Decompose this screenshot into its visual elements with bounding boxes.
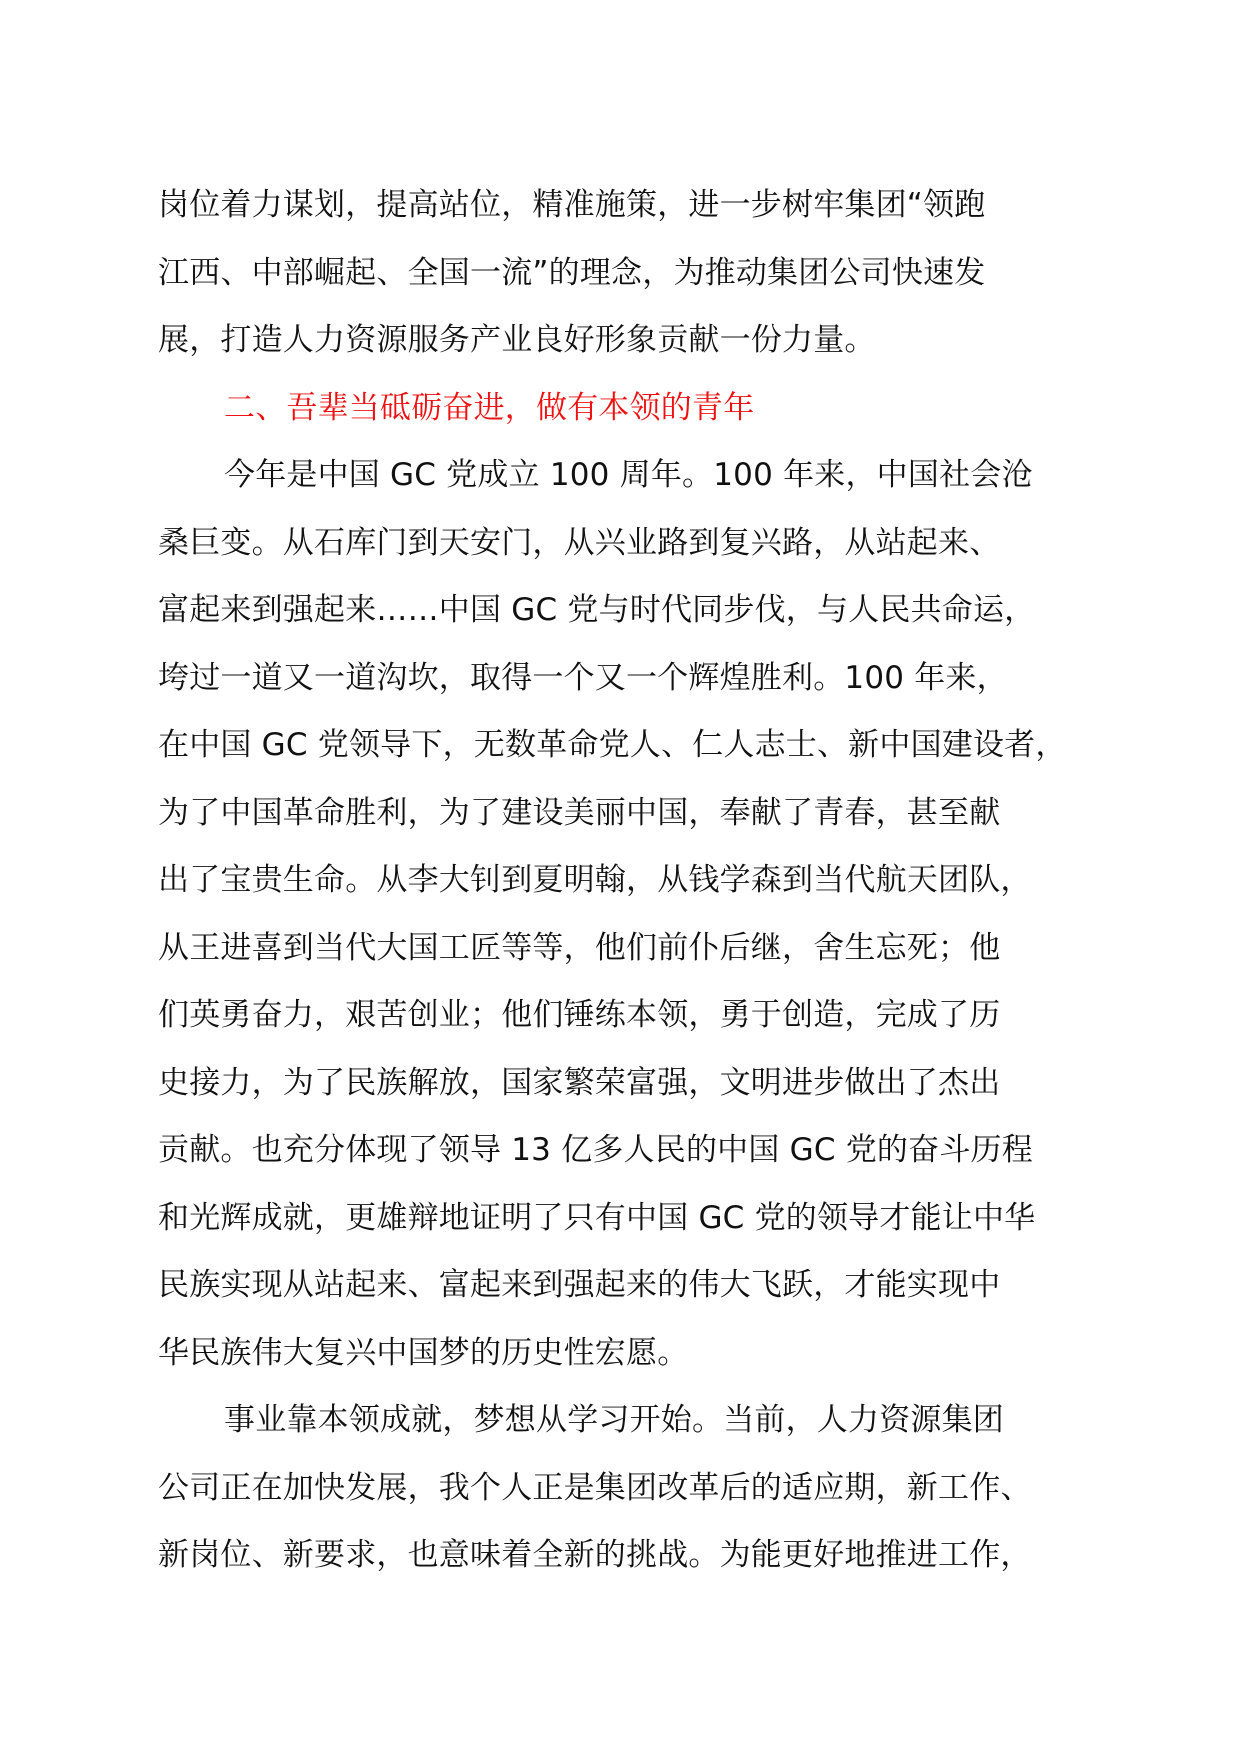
text-line: 事业靠本领成就，梦想从学习开始。当前，人力资源集团 bbox=[224, 1402, 1004, 1438]
text-line: 贡献。也充分体现了领导 13 亿多人民的中国 GC 党的奋斗历程 bbox=[158, 1132, 1033, 1168]
section-heading: 二、吾辈当砥砺奋进，做有本领的青年 bbox=[224, 389, 755, 426]
text-line: 公司正在加快发展，我个人正是集团改革后的适应期，新工作、 bbox=[158, 1469, 1032, 1506]
text-line: 史接力，为了民族解放，国家繁荣富强，文明进步做出了杰出 bbox=[158, 1064, 1001, 1101]
text-line: 岗位着力谋划，提高站位，精准施策，进一步树牢集团“领跑 bbox=[158, 187, 986, 223]
text-line: 民族实现从站起来、富起来到强起来的伟大飞跃，才能实现中 bbox=[158, 1267, 1001, 1303]
text-line: 从王进喜到当代大国工匠等等，他们前仆后继，舍生忘死；他 bbox=[158, 929, 1001, 966]
text-line: 富起来到强起来……中国 GC 党与时代同步伐，与人民共命运， bbox=[158, 592, 1036, 628]
text-line: 为了中国革命胜利，为了建设美丽中国，奉献了青春，甚至献 bbox=[158, 794, 1001, 831]
text-line: 出了宝贵生命。从李大钊到夏明翰，从钱学森到当代航天团队， bbox=[158, 862, 1032, 898]
text-line: 桑巨变。从石库门到天安门，从兴业路到复兴路，从站起来、 bbox=[158, 524, 1001, 561]
body-text bbox=[158, 172, 1118, 1590]
text-line: 今年是中国 GC 党成立 100 周年。100 年来，中国社会沧 bbox=[224, 457, 1033, 493]
text-line: 华民族伟大复兴中国梦的历史性宏愿。 bbox=[158, 1334, 689, 1371]
text-line: 江西、中部崛起、全国一流”的理念，为推动集团公司快速发 bbox=[158, 254, 986, 291]
text-line: 在中国 GC 党领导下，无数革命党人、仁人志士、新中国建设者， bbox=[158, 727, 1067, 763]
text-line: 们英勇奋力，艰苦创业；他们锤练本领，勇于创造，完成了历 bbox=[158, 997, 1001, 1033]
text-line: 展，打造人力资源服务产业良好形象贡献一份力量。 bbox=[158, 322, 876, 358]
text-line: 新岗位、新要求，也意味着全新的挑战。为能更好地推进工作， bbox=[158, 1537, 1032, 1573]
text-line: 和光辉成就，更雄辩地证明了只有中国 GC 党的领导才能让中华 bbox=[158, 1199, 1036, 1236]
text-line: 垮过一道又一道沟坎，取得一个又一个辉煌胜利。100 年来， bbox=[158, 659, 1008, 696]
